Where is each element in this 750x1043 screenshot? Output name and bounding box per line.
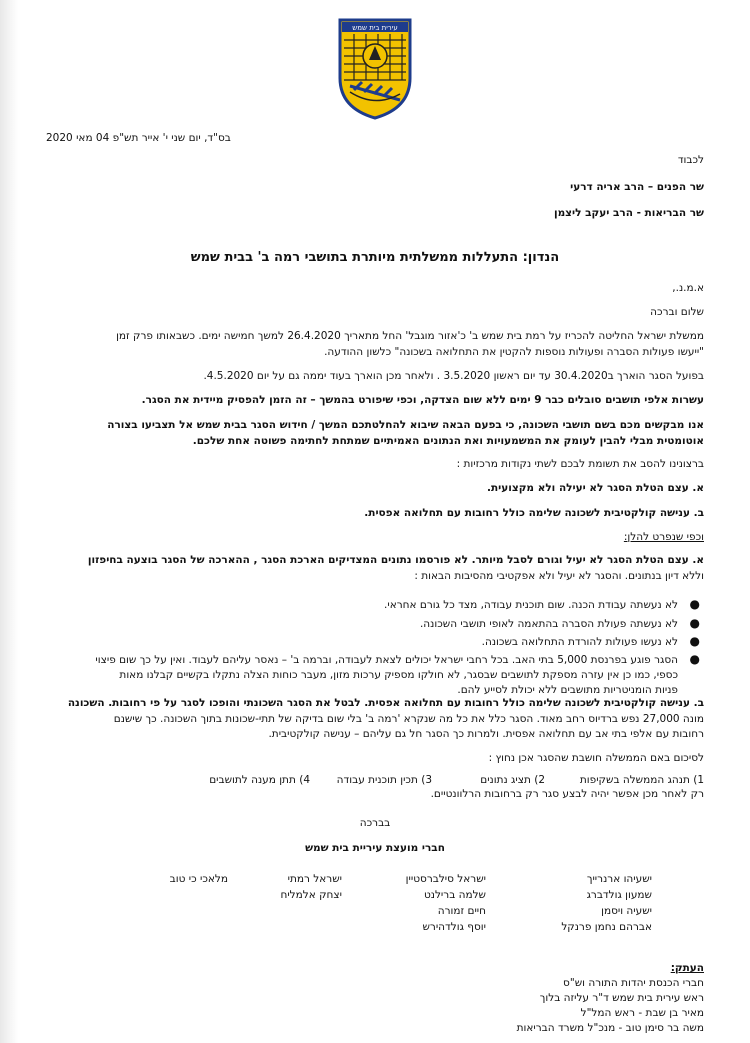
summary-item-2: 2) תציג נתונים <box>480 774 545 786</box>
signer: יוסף גולדהירש <box>422 921 486 933</box>
paragraph-4a: אנו מבקשים מכם בשם תושבי השכונה, כי בפעם הבאה שיבוא להחלטתכם המשך / חידוש הסגר בבית שמש אל תצביעו בצורה <box>107 419 704 431</box>
point-a: א. עצם הטלת הסגר לא יעילה ולא מקצועית. <box>487 482 704 494</box>
copies-title: העתק: <box>670 962 704 974</box>
paragraph-3: עשרות אלפי תושבים סובלים כבר 9 ימים ללא שום הצדקה, וכפי שיפורט בהמשך – זה הזמן להפסיק מיידית את הסגר. <box>141 394 704 406</box>
paragraph-2: בפועל הסגר הוארך ב30.4.2020 עד יום ראשון 3.5.2020 . ולאחר מכן הוארך בעוד יממה גם על יום 4.5.2020. <box>203 370 704 382</box>
signer: שלמה ברילנט <box>423 889 486 901</box>
summary-item-3: 3) תכין תוכנית עבודה <box>336 774 432 786</box>
signer: ישראל רמתי <box>287 873 342 885</box>
summary-item-1: 1) תנהג הממשלה בשקיפות <box>579 774 704 786</box>
section-b-2: מונה 27,000 נפש ברדיוס רחב מאוד. הסגר כלל את כל מה שנקרא 'רמה ב' בלי שום בדיקה של תתי-שכונות בתוך השכונה. כך שישנם <box>113 713 704 725</box>
bullet-4a: הסגר פוגע בפרנסת 5,000 בתי האב. בכל רחבי ישראל יכולים לצאת לעבודה, וברמה ב' – נאסר עליהם לעבוד. ואין על כך שום פיצוי <box>95 654 678 666</box>
opening-greeting: שלום וברכה <box>650 306 704 318</box>
copy-recipient: משה בר סימן טוב - מנכ"ל משרד הבריאות <box>516 1022 704 1034</box>
bullet-2: לא נעשתה פעולת הסברה בהתאמה לאופי תושבי השכונה. <box>419 618 678 630</box>
paragraph-4b: אוטומטית מבלי להבין לעומק את המשמעויות ואת הנתונים האמיתיים שמתחת לחתימה פשוטה אחת שלכם. <box>192 435 704 447</box>
page-edge-shadow <box>0 0 18 1043</box>
signer: שמעון גולדברג <box>586 889 652 901</box>
paragraph-1a: ממשלת ישראל החליטה להכריז על רמת בית שמש ב' כ'אזור מוגבל' החל מתאריך 26.4.2020 למשך חמישה ימים. כשבאותו פרק זמן <box>116 330 704 342</box>
bullet-4c: פניות הומניטריות מתושבים ללא יכולת לסייע להם. <box>457 684 678 696</box>
city-crest-logo <box>336 16 414 120</box>
bullet-dot: ● <box>689 634 700 648</box>
bullet-dot: ● <box>689 616 700 630</box>
signer: אברהם נחמן פרנקל <box>561 921 652 933</box>
section-b-3: רחובות עם אלפי בתי אב עם תחלואה אפסית. ולמרות כך הסגר חל גם עליהם – ענישה קולקטיבית. <box>268 728 704 740</box>
opening-amn: א.מ.נ., <box>672 282 704 294</box>
signer: ישראל סילברסטיין <box>405 873 486 885</box>
signer: ישעיה ויסמן <box>601 905 652 917</box>
detail-intro: וכפי שנפרט להלן: <box>623 531 704 543</box>
paragraph-5: ברצונינו להסב את תשומת לבכם לשתי נקודות מרכזיות : <box>456 458 704 470</box>
recipient-health-minister: שר הבריאות - הרב יעקב ליצמן <box>553 207 704 219</box>
letter-subject: הנדון: התעללות ממשלתית מיותרת בתושבי רמה ב' בבית שמש <box>190 250 560 265</box>
bullet-dot: ● <box>689 597 700 611</box>
bullet-4b: כספי, כמו כן אין עזרה מספקת לתושבים שבסגר, לא חולקו מספיק ערכות מזון, מעבר כוחות הצלה נתקלו בקשיים קבלנו מאות <box>119 669 678 681</box>
point-b: ב. ענישה קולקטיבית לשכונה שלימה כולל רחובות עם תחלואה אפסית. <box>364 507 704 519</box>
bullet-1: לא נעשתה עבודת הכנה. שום תוכנית עבודה, מצד כל גורם אחראי. <box>384 599 678 611</box>
section-a-1: א. עצם הטלת הסגר לא יעיל וגורם לסבל מיותר. לא פורסמו נתונים המצדיקים הארכת הסגר , ההארכה של הסגר בוצעה בחיפזון <box>87 554 704 566</box>
bullet-dot: ● <box>689 652 700 666</box>
summary-intro: לסיכום באם הממשלה חושבת שהסגר אכן נחוץ : <box>488 752 704 764</box>
signer: יצחק אלמליח <box>280 889 342 901</box>
paragraph-1b: "ייעשו פעולות הסברה ופעולות נוספות להקטין את התחלואה בשכונה" כלשון ההודעה. <box>324 346 704 358</box>
copy-recipient: חברי הכנסת יהדות התורה וש"ס <box>563 977 704 989</box>
signers-title: חברי מועצת עיריית בית שמש <box>305 842 445 854</box>
letter-date: בס"ד, יום שני י' אייר תש"פ 04 מאי 2020 <box>46 132 231 144</box>
copy-recipient: ראש עירית בית שמש ד"ר עליזה בלוך <box>539 992 704 1004</box>
closing-blessing: בברכה <box>359 817 391 829</box>
section-a-2: וללא דיון בנתונים. והסגר לא יעיל ולא אפקטיבי מהסיבות הבאות : <box>414 570 704 582</box>
salutation-to: לכבוד <box>677 154 704 166</box>
summary-item-4: 4) תתן מענה לתושבים <box>209 774 310 786</box>
bullet-3: לא נעשו פעולות להורדת התחלואה בשכונה. <box>481 636 678 648</box>
section-b-1: ב. ענישה קולקטיבית לשכונה שלימה כולל רחובות עם תחלואה אפסית. לבטל את הסגר השכונתי והופכו לסגר על פי רחובות. השכונה <box>67 697 704 709</box>
recipient-interior-minister: שר הפנים – הרב אריה דרעי <box>570 181 704 193</box>
summary-last: רק לאחר מכן אפשר יהיה לבצע סגר רק ברחובות הרלוונטיים. <box>430 788 704 800</box>
copy-recipient: מאיר בן שבת - ראש המל"ל <box>580 1007 704 1019</box>
signer: ישעיהו ארנרייך <box>586 873 652 885</box>
crest-text: עירית בית שמש <box>352 24 398 32</box>
signer: חיים זמורה <box>437 905 486 917</box>
signer: מלאכי כי טוב <box>169 873 228 885</box>
